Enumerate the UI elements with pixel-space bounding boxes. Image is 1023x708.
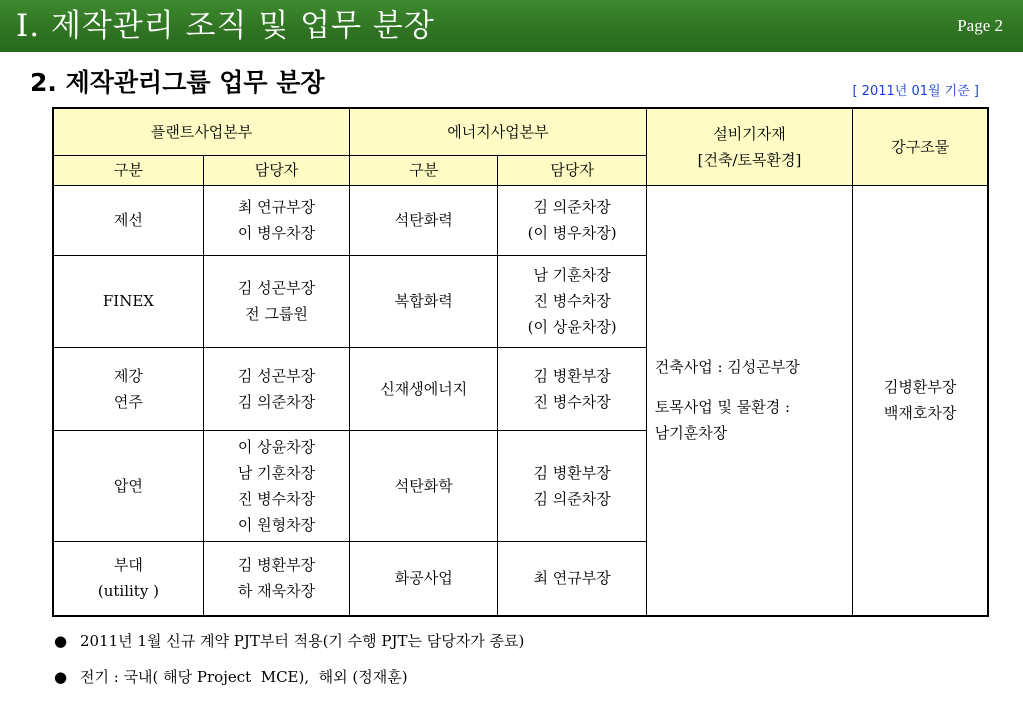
cell-line: 최 연규부장 [533,569,611,588]
energy-manager-cell [498,347,646,430]
equipment-assignment-cell [646,185,852,616]
table-row [53,185,988,255]
subheader-plant-division: 구분 [53,155,203,185]
plant-manager-cell [203,430,349,541]
cell-line: 진 병수차장 [533,292,611,310]
cell-line: 하 재욱차장 [237,582,316,601]
plant-manager-cell [203,541,349,616]
cell-line: 신재생에너지 [380,379,468,398]
cell-line: (utility ) [97,582,159,601]
cell-line: 김 의준차장 [533,489,611,508]
steel-assign-line2: 백재호차장 [883,404,957,423]
group-header-equipment-line2: [건축/토목환경] [697,150,802,169]
equipment-assign-line3: 남기훈차장 [654,424,728,443]
plant-division-cell [53,541,203,616]
energy-division-cell [350,430,498,541]
cell-line: (이 상윤차장) [527,318,617,336]
note-text: 전기 : 국내( 해당 Project MCE), 해외 (정재훈) [80,668,408,686]
cell-line: 김 성곤부장 [237,279,316,297]
cell-line: 진 병수차장 [237,489,316,508]
cell-line: 김 성곤부장 [237,366,316,385]
energy-division-cell [350,541,498,616]
plant-manager-cell [203,185,349,255]
equipment-assign-line2: 토목사업 및 물환경 : [654,398,791,417]
energy-manager-cell [498,541,646,616]
list-item [54,666,524,702]
cell-line: (이 병우차장) [527,224,617,242]
bullet-icon: ● [54,632,68,650]
plant-manager-cell [203,255,349,347]
steel-assign-line1: 김병환부장 [883,378,957,397]
cell-line: 복합화력 [394,292,453,310]
basis-date-note: [ 2011년 01월 기준 ] [852,84,979,99]
plant-division-cell [53,347,203,430]
cell-line: 제강 [113,366,143,385]
cell-line: FINEX [102,292,154,310]
energy-manager-cell [498,255,646,347]
cell-line: 압연 [113,476,143,495]
notes-list [54,630,524,702]
cell-line: 남 기훈차장 [533,266,611,284]
subheader-energy-division: 구분 [350,155,498,185]
group-header-equipment-line1: 설비기자재 [713,124,786,143]
cell-line: 김 의준차장 [237,392,316,411]
group-header-steel: 강구조물 [853,108,988,185]
steel-assignment-cell [853,185,988,616]
cell-line: 전 그룹원 [245,305,308,323]
energy-division-cell [350,347,498,430]
cell-line: 제선 [113,211,143,229]
plant-division-cell [53,255,203,347]
cell-line: 이 상윤차장 [237,437,316,456]
note-text: 2011년 1월 신규 계약 PJT부터 적용(기 수행 PJT는 담당자가 종료) [80,632,525,650]
slide-title: Ⅰ. 제작관리 조직 및 업무 분장 [16,8,435,44]
list-item [54,630,524,666]
header-bar [0,0,1023,52]
plant-manager-cell [203,347,349,430]
cell-line: 김 병환부장 [533,366,611,385]
group-header-energy: 에너지사업본부 [350,108,647,155]
subheader-plant-manager: 담당자 [203,155,349,185]
section-title: 2. 제작관리그룹 업무 분장 [30,68,325,97]
cell-line: 최 연규부장 [237,198,316,216]
bullet-icon: ● [54,668,68,686]
energy-division-cell [350,255,498,347]
subheader-energy-manager: 담당자 [498,155,646,185]
group-header-equipment [646,108,852,185]
cell-line: 석탄화력 [394,211,453,229]
cell-line: 연주 [113,392,143,411]
equipment-assign-line1: 건축사업 : 김성곤부장 [654,358,800,377]
plant-division-cell [53,430,203,541]
group-header-plant: 플랜트사업본부 [53,108,350,155]
plant-division-cell [53,185,203,255]
assignment-table [52,107,989,617]
cell-line: 김 의준차장 [533,198,611,216]
cell-line: 김 병환부장 [237,556,316,575]
page-number: Page 2 [957,16,1003,35]
cell-line: 부대 [113,556,143,575]
cell-line: 진 병수차장 [533,392,611,411]
cell-line: 이 원형차장 [237,515,316,534]
energy-manager-cell [498,185,646,255]
energy-division-cell [350,185,498,255]
cell-line: 화공사업 [394,569,453,588]
cell-line: 석탄화학 [394,476,453,495]
cell-line: 남 기훈차장 [237,463,316,482]
cell-line: 이 병우차장 [237,224,316,242]
energy-manager-cell [498,430,646,541]
cell-line: 김 병환부장 [533,463,611,482]
